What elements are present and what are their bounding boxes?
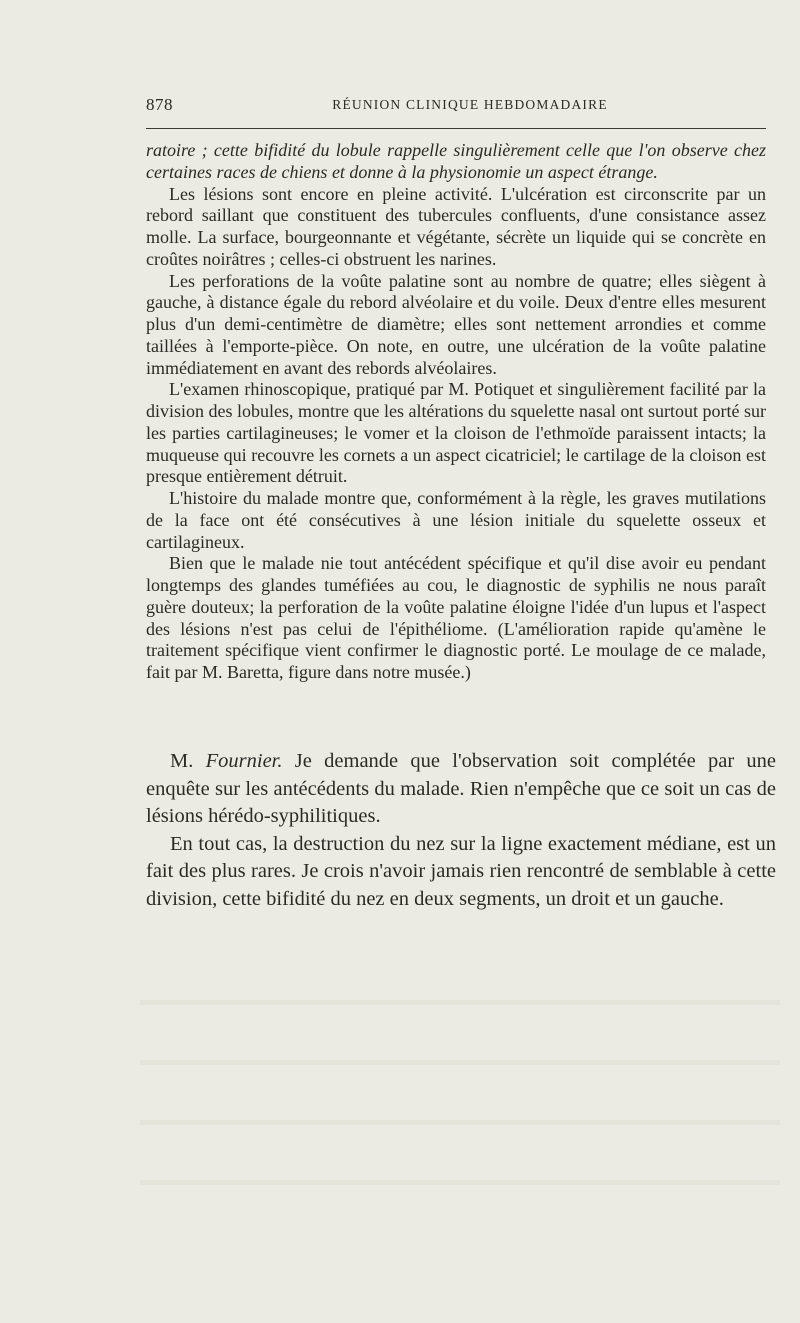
paragraph-median-destruction: En tout cas, la destruction du nez sur la ligne exactement médiane, est un fait des plus rares. Je crois n'avoir jamais rien rencontré de semblable à cette division, cette bifidité du nez en deux segments, un droit et un gauche.: [146, 832, 776, 910]
paragraph-diagnosis: Bien que le malade nie tout antécédent spécifique et qu'il dise avoir eu pendant longtemps des glandes tuméfiées au cou, le diagnostic de syphilis ne nous paraît guère douteux; la perforation de la voûte palatine éloigne l'idée d'un lupus et l'aspect des lésions n'est pas celui de l'épithéliome. (L'amélioration rapide qu'amène le traitement spécifique vient confirmer le diagnostic porté. Le moulage de ce malade, fait par M. Baretta, figure dans notre musée.): [146, 553, 766, 682]
paragraph-perforations: Les perforations de la voûte palatine sont au nombre de quatre; elles siègent à gauche, à distance égale du rebord alvéolaire et du voile. Deux d'entre elles mesurent plus d'un demi-centimètre de diamètre; elles sont nettement arrondies et comme taillées à l'emporte-pièce. On note, en outre, une ulcération de la voûte palatine immédiatement en avant des rebords alvéolaires.: [146, 270, 766, 378]
paragraph-rhinoscopy: L'examen rhinoscopique, pratiqué par M. Potiquet et singulièrement facilité par la division des lobules, montre que les altérations du squelette nasal ont surtout porté sur les parties cartilagineuses; le vomer et la cloison de l'ethmoïde paraissent intacts; la muqueuse qui recouvre les cornets a un aspect cicatriciel; le cartilage de la cloison est presque entièrement détruit.: [146, 379, 766, 487]
bleed-through-shadow: [140, 1000, 780, 1005]
paragraph-italic-continuation: ratoire ; cette bifidité du lobule rappelle singulièrement celle que l'on observe chez certaines races de chiens et donne à la physionomie un aspect étrange.: [146, 140, 766, 182]
bleed-through-shadow: [140, 1120, 780, 1125]
bleed-through-shadow: [140, 1180, 780, 1185]
page-number: 878: [146, 95, 173, 114]
header-rule: [146, 128, 766, 129]
case-report-text: [146, 140, 766, 684]
paragraph-lesions: Les lésions sont encore en pleine activité. L'ulcération est circonscrite par un rebord saillant que constituent des tubercules confluents, d'une consistance assez molle. La surface, bourgeonnante et végétante, sécrète un liquide qui se concrète en croûtes noirâtres ; celles-ci obstruent les narines.: [146, 183, 766, 269]
speaker-remark: Je demande que l'observation soit complétée par une enquête sur les antécédents du malade. Rien n'empêche que ce soit un cas de lésions hérédo-syphilitiques.: [146, 750, 777, 827]
discussion-text: [146, 748, 776, 913]
bleed-through-shadow: [140, 1060, 780, 1065]
paragraph-fournier-remark: [146, 748, 776, 831]
speaker-name: Fournier.: [205, 750, 283, 772]
running-title: RÉUNION CLINIQUE HEBDOMADAIRE: [332, 97, 608, 112]
speaker-prefix: M.: [170, 750, 194, 772]
paragraph-history: L'histoire du malade montre que, conformément à la règle, les graves mutilations de la face ont été consécutives à une lésion initiale du squelette osseux et cartilagineux.: [146, 488, 766, 552]
running-head: [146, 95, 764, 119]
